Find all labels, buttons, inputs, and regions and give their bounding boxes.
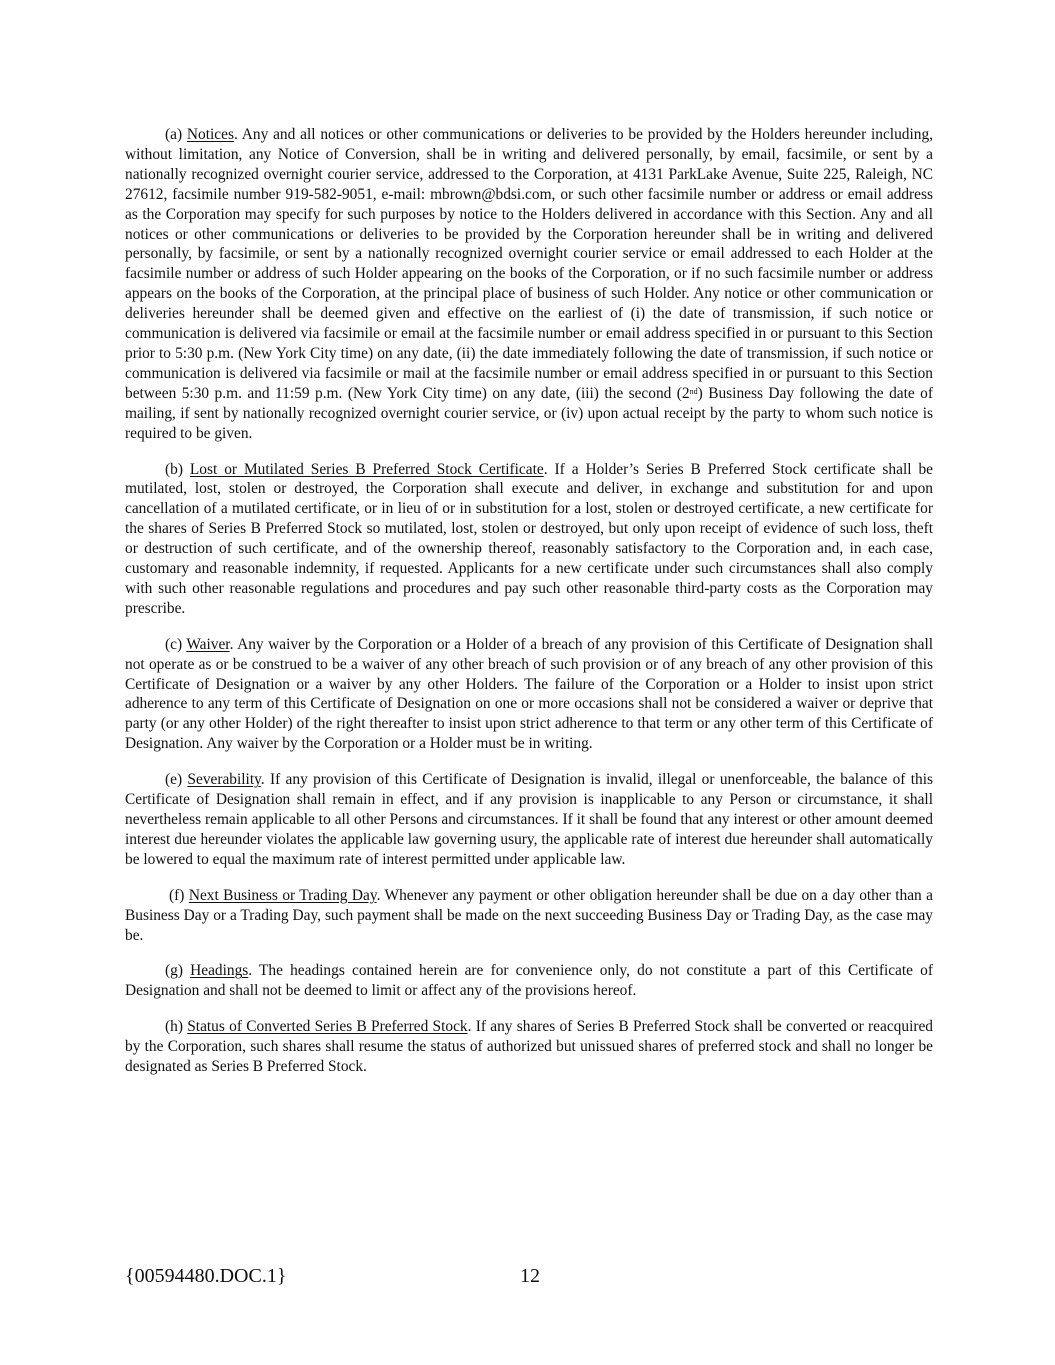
- page-number: 12: [520, 1265, 540, 1287]
- document-id: {00594480.DOC.1}: [125, 1265, 287, 1287]
- section-body: . Whenever any payment or other obligation hereunder shall be due on a day other than a Business Day or a Trading Day, such payment shall be made on the next succeeding Business Day or Trading Day, as the case may be.: [125, 886, 934, 944]
- section-c-waiver: [125, 635, 933, 754]
- section-body-continued: ) Business Day following the date of mailing, if sent by nationally recognized overnight courier service, or (iv) upon actual receipt by the party to whom such notice is required to be given.: [125, 384, 933, 442]
- section-body: . If a Holder’s Series B Preferred Stock certificate shall be mutilated, lost, stolen or destroyed, the Corporation shall execute and deliver, in exchange and substitution for and upon cancellation of a mutilated certificate, or in lieu of or in substitution for a lost, stolen or destroyed certificate, a new certificate for the shares of Series B Preferred Stock so mutilated, lost, stolen or destroyed, but only upon receipt of evidence of such loss, theft or destruction of such certificate, and of the ownership thereof, reasonably satisfactory to the Corporation and, in each case, customary and reasonable indemnity, if requested. Applicants for a new certificate under such circumstances shall also comply with such other reasonable regulations and procedures and pay such other reasonable third-party costs as the Corporation may prescribe.: [125, 460, 933, 617]
- section-label: (g): [165, 962, 183, 980]
- section-heading: Notices: [186, 126, 234, 143]
- section-label: (h): [165, 1018, 183, 1036]
- page-footer: [125, 1265, 933, 1291]
- section-label: (f): [169, 886, 185, 904]
- ordinal-suffix: nd: [689, 386, 698, 396]
- document-page: [125, 125, 933, 1093]
- section-body: . Any and all notices or other communications or deliveries to be provided by the Holders hereunder including, without limitation, any Notice of Conversion, shall be in writing and delivered personally, by email, facsimile, or sent by a nationally recognized overnight courier service, addressed to the Corporation, at 4131 ParkLake Avenue, Suite 225, Raleigh, NC 27612, facsimile number 919-582-9051, e-mail: mbrown@bdsi.com, or such other facsimile number or address or email address as the Corporation may specify for such purposes by notice to the Holders delivered in accordance with this Section. Any and all notices or other communications or deliveries to be provided by the Corporation hereunder shall be in writing and delivered personally, by facsimile, or sent by a nationally recognized overnight courier service or email addressed to each Holder at the facsimile number or address of such Holder appearing on the books of the Corporation, or if no such facsimile number or address appears on the books of the Corporation, at the principal place of business of such Holder. Any notice or other communication or deliveries hereunder shall be deemed given and effective on the earliest of (i) the date of transmission, if such notice or communication is delivered via facsimile or email at the facsimile number or email address specified in or pursuant to this Section prior to 5:30 p.m. (New York City time) on any date, (ii) the date immediately following the date of transmission, if such notice or communication is delivered via facsimile or mail at the facsimile number or email address specified in or pursuant to this Section between 5:30 p.m. and 11:59 p.m. (New York City time) on any date, (iii) the second (2: [125, 126, 933, 402]
- section-a-notices: [125, 125, 933, 444]
- section-label: (e): [165, 771, 183, 789]
- section-label: (b): [165, 460, 183, 478]
- section-heading: Headings: [190, 962, 249, 980]
- section-label: (c): [165, 635, 183, 653]
- section-e-severability: [125, 770, 933, 870]
- section-label: (a): [165, 126, 183, 143]
- section-heading: Lost or Mutilated Series B Preferred Stock Certificate: [189, 460, 544, 478]
- section-heading: Waiver: [186, 635, 230, 653]
- section-body: . The headings contained herein are for convenience only, do not constitute a part of this Certificate of Designation and shall not be deemed to limit or affect any of the provisions hereof.: [125, 962, 933, 1000]
- section-f-next-business-day: [125, 886, 933, 946]
- section-h-status-converted-stock: [125, 1017, 933, 1077]
- section-b-lost-certificate: [125, 460, 933, 619]
- section-heading: Severability: [187, 771, 261, 789]
- section-body: . If any provision of this Certificate of Designation is invalid, illegal or unenforceable, the balance of this Certificate of Designation shall remain in effect, and if any provision is inapplicable to any Person or circumstance, it shall nevertheless remain applicable to all other Persons and circumstances. If it shall be found that any interest or other amount deemed interest due hereunder violates the applicable law governing usury, the applicable rate of interest due hereunder shall automatically be lowered to equal the maximum rate of interest permitted under applicable law.: [125, 771, 933, 868]
- section-body: . If any shares of Series B Preferred Stock shall be converted or reacquired by the Corporation, such shares shall resume the status of authorized but unissued shares of preferred stock and shall no longer be designated as Series B Preferred Stock.: [125, 1018, 933, 1076]
- section-g-headings: [125, 961, 933, 1001]
- section-heading: Status of Converted Series B Preferred Stock: [187, 1018, 468, 1036]
- section-body: . Any waiver by the Corporation or a Holder of a breach of any provision of this Certificate of Designation shall not operate as or be construed to be a waiver of any other breach of such provision or of any breach of any other provision of this Certificate of Designation or a waiver by any other Holders. The failure of the Corporation or a Holder to insist upon strict adherence to any term of this Certificate of Designation on one or more occasions shall not be considered a waiver or deprive that party (or any other Holder) of the right thereafter to insist upon strict adherence to that term or any other term of this Certificate of Designation. Any waiver by the Corporation or a Holder must be in writing.: [125, 635, 933, 753]
- section-heading: Next Business or Trading Day: [188, 886, 377, 904]
